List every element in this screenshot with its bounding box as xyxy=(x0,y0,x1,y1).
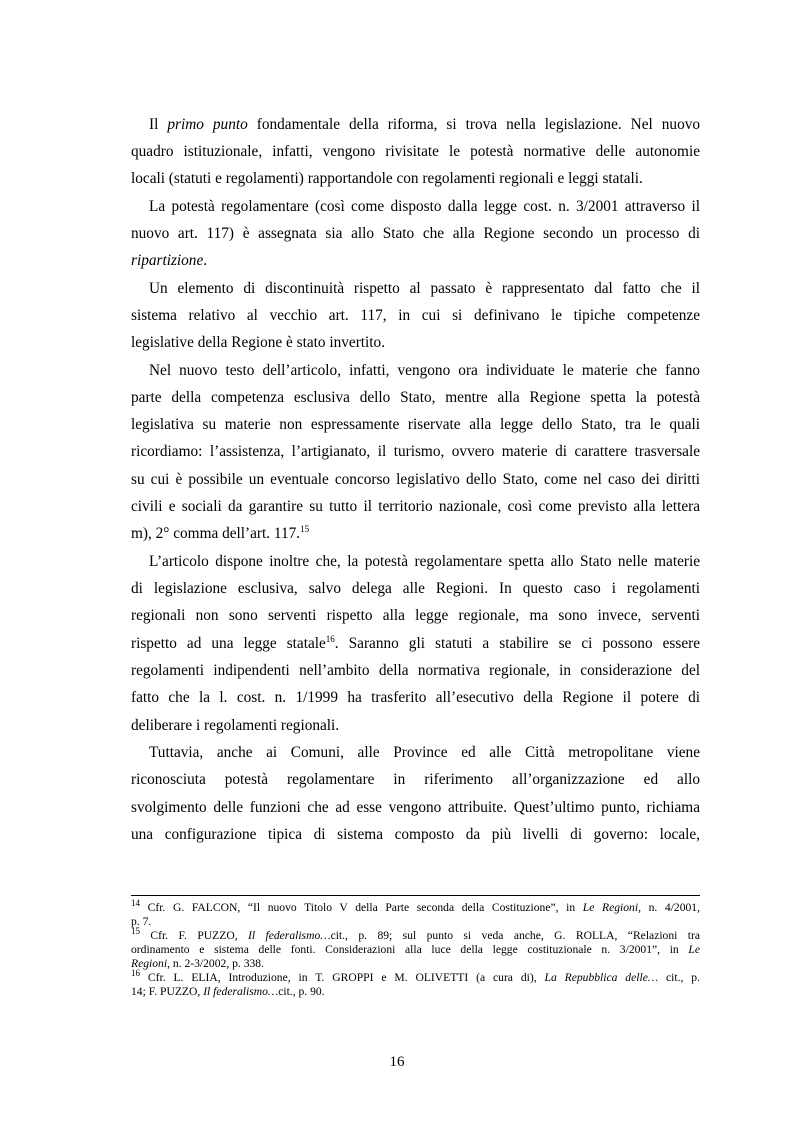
body-line: riconosciuta potestà regolamentare in riferimento all’organizzazione ed allo xyxy=(131,771,700,788)
body-line: ripartizione. xyxy=(131,252,208,269)
body-line: Un elemento di discontinuità rispetto al passato è rappresentato dal fatto che il xyxy=(149,280,700,297)
body-line: regionali non sono serventi rispetto alla legge regionale, ma sono invece, serventi xyxy=(131,607,700,624)
body-line: legislativa su materie non espressamente riservate alla legge dello Stato, tra le quali xyxy=(131,416,700,433)
body-line: L’articolo dispone inoltre che, la potestà regolamentare spetta allo Stato nelle materie xyxy=(149,553,700,570)
body-line: fatto che la l. cost. n. 1/1999 ha trasferito all’esecutivo della Regione il potere di xyxy=(131,689,700,706)
footnote-16-cont: 14; F. PUZZO, Il federalismo…cit., p. 90. xyxy=(131,985,325,998)
body-line: su cui è possibile un eventuale concorso legislativo dello Stato, come nel caso dei diritti xyxy=(131,471,700,488)
body-line: parte della competenza esclusiva dello Stato, mentre alla Regione spetta la potestà xyxy=(131,389,700,406)
body-line: ricordiamo: l’assistenza, l’artigianato, il turismo, ovvero materie di carattere trasversale xyxy=(131,443,700,460)
body-line: di legislazione esclusiva, salvo delega alle Regioni. In questo caso i regolamenti xyxy=(131,580,700,597)
footnote-separator xyxy=(131,895,700,896)
footnote-ref: 15 xyxy=(300,523,310,534)
footnote-ref: 16 xyxy=(325,633,335,644)
body-line: quadro istituzionale, infatti, vengono rivisitate le potestà normative delle autonomie xyxy=(131,143,700,160)
body-line: civili e sociali da garantire su tutto il territorio nazionale, così come previsto alla lettera xyxy=(131,498,700,515)
body-line: nuovo art. 117) è assegnata sia allo Stato che alla Regione secondo un processo di xyxy=(131,225,700,242)
body-line: deliberare i regolamenti regionali. xyxy=(131,717,340,734)
footnote-14-cont: p. 7. xyxy=(131,915,152,928)
body-line: Nel nuovo testo dell’articolo, infatti, vengono ora individuate le materie che fanno xyxy=(149,362,700,379)
footnote-15-cont: Regioni, n. 2-3/2002, p. 338. xyxy=(131,957,264,970)
footnote-15-cont: ordinamento e sistema delle fonti. Considerazioni alla luce della legge costituzionale n. 3/2001”, in Le xyxy=(131,943,700,956)
footnote-16: $^{16}$ Cfr. L. ELIA, Introduzione, in T. GROPPI e M. OLIVETTI (a cura di), La Repubblica delle… cit., p. xyxy=(131,968,700,984)
body-line: regolamenti indipendenti nell’ambito della normativa regionale, in considerazione del xyxy=(131,662,700,679)
footnote-14: $^{14}$ Cfr. G. FALCON, “Il nuovo Titolo V della Parte seconda della Costituzione”, in Le Regioni, n. 4/2001, xyxy=(131,898,700,914)
body-line: sistema relativo al vecchio art. 117, in cui si definivano le tipiche competenze xyxy=(131,307,700,324)
body-line: La potestà regolamentare (così come disposto dalla legge cost. n. 3/2001 attraverso il xyxy=(149,198,700,215)
footnote-15: $^{15}$ Cfr. F. PUZZO, Il federalismo…cit., p. 89; sul punto si veda anche, G. ROLLA, “Relazioni tra xyxy=(131,926,701,942)
page-number: 16 xyxy=(389,1054,405,1070)
body-line: Tuttavia, anche ai Comuni, alle Province ed alle Città metropolitane viene xyxy=(149,744,700,761)
body-line: svolgimento delle funzioni che ad esse vengono attribuite. Quest’ultimo punto, richiama xyxy=(131,799,700,816)
body-line: rispetto ad una legge statale$^{16}$. Saranno gli statuti a stabilire se ci possono essere xyxy=(131,633,700,652)
body-line: Il primo punto fondamentale della riforma, si trova nella legislazione. Nel nuovo xyxy=(149,116,701,133)
body-line: legislative della Regione è stato invertito. xyxy=(131,334,386,351)
body-line: una configurazione tipica di sistema composto da più livelli di governo: locale, xyxy=(131,826,700,843)
body-line: locali (statuti e regolamenti) rapportandole con regolamenti regionali e leggi statali. xyxy=(131,170,643,187)
body-line: m), 2° comma dell’art. 117.15 xyxy=(131,523,310,542)
